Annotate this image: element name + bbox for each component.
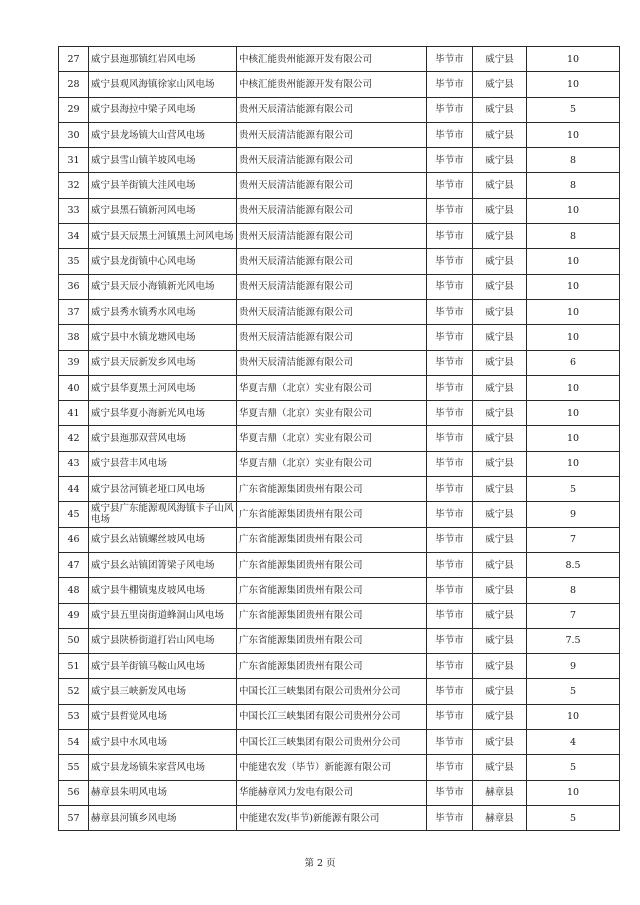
city-name: 毕节市	[427, 603, 473, 628]
row-number: 31	[59, 148, 89, 173]
city-name: 毕节市	[427, 755, 473, 780]
city-name: 毕节市	[427, 299, 473, 324]
row-number: 40	[59, 375, 89, 400]
capacity-value: 4	[527, 730, 620, 755]
company-name: 广东省能源集团贵州有限公司	[237, 527, 427, 552]
city-name: 毕节市	[427, 148, 473, 173]
county-name: 威宁县	[473, 375, 527, 400]
project-name: 威宁县五里岗街道蜂洞山风电场	[89, 603, 237, 628]
company-name: 中国长江三峡集团有限公司贵州分公司	[237, 704, 427, 729]
table-row	[59, 375, 620, 400]
city-name: 毕节市	[427, 72, 473, 97]
row-number: 38	[59, 325, 89, 350]
row-number: 30	[59, 122, 89, 147]
table-row	[59, 628, 620, 653]
city-name: 毕节市	[427, 325, 473, 350]
project-name: 威宁县迤那双营风电场	[89, 426, 237, 451]
row-number: 36	[59, 274, 89, 299]
table-row	[59, 325, 620, 350]
table-row	[59, 72, 620, 97]
table-row	[59, 527, 620, 552]
table-row	[59, 401, 620, 426]
company-name: 广东省能源集团贵州有限公司	[237, 628, 427, 653]
capacity-value: 10	[527, 122, 620, 147]
project-name: 威宁县雪山镇羊坡风电场	[89, 148, 237, 173]
project-name: 威宁县岔河镇老垭口风电场	[89, 477, 237, 502]
county-name: 威宁县	[473, 122, 527, 147]
capacity-value: 8	[527, 173, 620, 198]
table-row	[59, 274, 620, 299]
row-number: 35	[59, 249, 89, 274]
capacity-value: 10	[527, 274, 620, 299]
table-row	[59, 173, 620, 198]
project-name: 威宁县幺站镇螺丝坡风电场	[89, 527, 237, 552]
company-name: 广东省能源集团贵州有限公司	[237, 654, 427, 679]
project-name: 赫章县朱明风电场	[89, 780, 237, 805]
capacity-value: 10	[527, 249, 620, 274]
capacity-value: 10	[527, 47, 620, 72]
city-name: 毕节市	[427, 350, 473, 375]
company-name: 广东省能源集团贵州有限公司	[237, 477, 427, 502]
capacity-value: 6	[527, 350, 620, 375]
capacity-value: 8.5	[527, 552, 620, 577]
row-number: 34	[59, 224, 89, 249]
company-name: 广东省能源集团贵州有限公司	[237, 578, 427, 603]
company-name: 华夏吉鼎（北京）实业有限公司	[237, 401, 427, 426]
table-row	[59, 249, 620, 274]
capacity-value: 7	[527, 527, 620, 552]
project-name: 威宁县幺站镇团箐梁子风电场	[89, 552, 237, 577]
project-name: 威宁县哲觉风电场	[89, 704, 237, 729]
row-number: 55	[59, 755, 89, 780]
row-number: 37	[59, 299, 89, 324]
capacity-value: 10	[527, 401, 620, 426]
row-number: 28	[59, 72, 89, 97]
table-row	[59, 780, 620, 805]
capacity-value: 10	[527, 780, 620, 805]
county-name: 威宁县	[473, 603, 527, 628]
table-row	[59, 148, 620, 173]
table-row	[59, 47, 620, 72]
row-number: 45	[59, 502, 89, 527]
county-name: 威宁县	[473, 72, 527, 97]
project-name: 威宁县羊街镇大洼风电场	[89, 173, 237, 198]
row-number: 56	[59, 780, 89, 805]
city-name: 毕节市	[427, 173, 473, 198]
project-name: 威宁县中水风电场	[89, 730, 237, 755]
county-name: 威宁县	[473, 477, 527, 502]
company-name: 中能建农发（毕节）新能源有限公司	[237, 755, 427, 780]
project-name: 威宁县观风海镇徐家山风电场	[89, 72, 237, 97]
company-name: 贵州天辰清洁能源有限公司	[237, 173, 427, 198]
capacity-value: 10	[527, 72, 620, 97]
county-name: 威宁县	[473, 578, 527, 603]
county-name: 威宁县	[473, 274, 527, 299]
city-name: 毕节市	[427, 224, 473, 249]
capacity-value: 10	[527, 299, 620, 324]
project-name: 威宁县天辰小海镇新光风电场	[89, 274, 237, 299]
company-name: 中核汇能贵州能源开发有限公司	[237, 47, 427, 72]
county-name: 赫章县	[473, 805, 527, 830]
city-name: 毕节市	[427, 47, 473, 72]
table-body	[59, 47, 620, 831]
city-name: 毕节市	[427, 97, 473, 122]
capacity-value: 5	[527, 477, 620, 502]
capacity-value: 5	[527, 805, 620, 830]
row-number: 51	[59, 654, 89, 679]
table-row	[59, 704, 620, 729]
city-name: 毕节市	[427, 502, 473, 527]
row-number: 41	[59, 401, 89, 426]
company-name: 华能赫章风力发电有限公司	[237, 780, 427, 805]
county-name: 威宁县	[473, 198, 527, 223]
capacity-value: 10	[527, 426, 620, 451]
table-row	[59, 451, 620, 476]
project-name: 赫章县河镇乡风电场	[89, 805, 237, 830]
project-name: 威宁县龙场镇朱家营风电场	[89, 755, 237, 780]
city-name: 毕节市	[427, 249, 473, 274]
company-name: 广东省能源集团贵州有限公司	[237, 603, 427, 628]
project-name: 威宁县牛棚镇鬼皮坡风电场	[89, 578, 237, 603]
capacity-value: 10	[527, 451, 620, 476]
county-name: 威宁县	[473, 401, 527, 426]
row-number: 47	[59, 552, 89, 577]
row-number: 29	[59, 97, 89, 122]
company-name: 贵州天辰清洁能源有限公司	[237, 97, 427, 122]
county-name: 威宁县	[473, 527, 527, 552]
row-number: 46	[59, 527, 89, 552]
county-name: 威宁县	[473, 755, 527, 780]
page-footer: 第 2 页	[304, 858, 336, 869]
row-number: 44	[59, 477, 89, 502]
project-name: 威宁县迤那镇红岩风电场	[89, 47, 237, 72]
table-row	[59, 654, 620, 679]
city-name: 毕节市	[427, 679, 473, 704]
row-number: 33	[59, 198, 89, 223]
capacity-value: 10	[527, 325, 620, 350]
city-name: 毕节市	[427, 274, 473, 299]
capacity-value: 10	[527, 375, 620, 400]
table-row	[59, 603, 620, 628]
county-name: 威宁县	[473, 704, 527, 729]
city-name: 毕节市	[427, 122, 473, 147]
city-name: 毕节市	[427, 628, 473, 653]
project-name: 威宁县龙场镇大山营风电场	[89, 122, 237, 147]
county-name: 威宁县	[473, 47, 527, 72]
city-name: 毕节市	[427, 578, 473, 603]
table-row	[59, 679, 620, 704]
project-name: 威宁县中水镇龙塘风电场	[89, 325, 237, 350]
company-name: 贵州天辰清洁能源有限公司	[237, 350, 427, 375]
table-row	[59, 350, 620, 375]
table-row	[59, 502, 620, 527]
project-table	[58, 46, 620, 831]
county-name: 威宁县	[473, 679, 527, 704]
company-name: 广东省能源集团贵州有限公司	[237, 502, 427, 527]
row-number: 52	[59, 679, 89, 704]
capacity-value: 10	[527, 704, 620, 729]
county-name: 威宁县	[473, 299, 527, 324]
company-name: 贵州天辰清洁能源有限公司	[237, 198, 427, 223]
county-name: 威宁县	[473, 426, 527, 451]
capacity-value: 9	[527, 654, 620, 679]
table-row	[59, 97, 620, 122]
capacity-value: 8	[527, 148, 620, 173]
company-name: 中国长江三峡集团有限公司贵州分公司	[237, 730, 427, 755]
county-name: 威宁县	[473, 173, 527, 198]
table-row	[59, 426, 620, 451]
county-name: 威宁县	[473, 249, 527, 274]
table-row	[59, 578, 620, 603]
company-name: 贵州天辰清洁能源有限公司	[237, 274, 427, 299]
row-number: 42	[59, 426, 89, 451]
county-name: 威宁县	[473, 148, 527, 173]
company-name: 华夏吉鼎（北京）实业有限公司	[237, 426, 427, 451]
project-name: 威宁县广东能源观风海镇卡子山风电场	[89, 502, 237, 527]
capacity-value: 8	[527, 578, 620, 603]
county-name: 威宁县	[473, 224, 527, 249]
county-name: 威宁县	[473, 502, 527, 527]
table-row	[59, 730, 620, 755]
row-number: 53	[59, 704, 89, 729]
company-name: 中国长江三峡集团有限公司贵州分公司	[237, 679, 427, 704]
company-name: 贵州天辰清洁能源有限公司	[237, 299, 427, 324]
table-row	[59, 805, 620, 830]
county-name: 威宁县	[473, 451, 527, 476]
row-number: 57	[59, 805, 89, 830]
project-name: 威宁县华夏黑土河风电场	[89, 375, 237, 400]
city-name: 毕节市	[427, 704, 473, 729]
county-name: 威宁县	[473, 350, 527, 375]
city-name: 毕节市	[427, 527, 473, 552]
row-number: 49	[59, 603, 89, 628]
row-number: 43	[59, 451, 89, 476]
row-number: 32	[59, 173, 89, 198]
table-row	[59, 299, 620, 324]
table-row	[59, 198, 620, 223]
table-row	[59, 122, 620, 147]
company-name: 华夏吉鼎（北京）实业有限公司	[237, 451, 427, 476]
project-name: 威宁县秀水镇秀水风电场	[89, 299, 237, 324]
company-name: 广东省能源集团贵州有限公司	[237, 552, 427, 577]
company-name: 贵州天辰清洁能源有限公司	[237, 224, 427, 249]
project-name: 威宁县三峡新发风电场	[89, 679, 237, 704]
company-name: 中核汇能贵州能源开发有限公司	[237, 72, 427, 97]
table-row	[59, 755, 620, 780]
company-name: 中能建农发(毕节)新能源有限公司	[237, 805, 427, 830]
capacity-value: 5	[527, 755, 620, 780]
project-name: 威宁县羊街镇马鞍山风电场	[89, 654, 237, 679]
city-name: 毕节市	[427, 654, 473, 679]
county-name: 威宁县	[473, 97, 527, 122]
capacity-value: 10	[527, 198, 620, 223]
row-number: 50	[59, 628, 89, 653]
company-name: 贵州天辰清洁能源有限公司	[237, 325, 427, 350]
county-name: 威宁县	[473, 730, 527, 755]
project-name: 威宁县海拉中梁子风电场	[89, 97, 237, 122]
city-name: 毕节市	[427, 375, 473, 400]
row-number: 54	[59, 730, 89, 755]
county-name: 赫章县	[473, 780, 527, 805]
project-name: 威宁县营丰风电场	[89, 451, 237, 476]
row-number: 27	[59, 47, 89, 72]
row-number: 39	[59, 350, 89, 375]
city-name: 毕节市	[427, 426, 473, 451]
capacity-value: 5	[527, 97, 620, 122]
county-name: 威宁县	[473, 325, 527, 350]
company-name: 贵州天辰清洁能源有限公司	[237, 148, 427, 173]
row-number: 48	[59, 578, 89, 603]
capacity-value: 5	[527, 679, 620, 704]
project-name: 威宁县天辰新发乡风电场	[89, 350, 237, 375]
company-name: 贵州天辰清洁能源有限公司	[237, 122, 427, 147]
city-name: 毕节市	[427, 401, 473, 426]
capacity-value: 7	[527, 603, 620, 628]
project-name: 威宁县黑石镇新河风电场	[89, 198, 237, 223]
county-name: 威宁县	[473, 654, 527, 679]
city-name: 毕节市	[427, 198, 473, 223]
capacity-value: 9	[527, 502, 620, 527]
project-name: 威宁县陕桥街道打岩山风电场	[89, 628, 237, 653]
capacity-value: 7.5	[527, 628, 620, 653]
city-name: 毕节市	[427, 730, 473, 755]
project-name: 威宁县华夏小海新光风电场	[89, 401, 237, 426]
city-name: 毕节市	[427, 780, 473, 805]
project-name: 威宁县天辰黑土河镇黑土河风电场	[89, 224, 237, 249]
table-row	[59, 477, 620, 502]
city-name: 毕节市	[427, 552, 473, 577]
county-name: 威宁县	[473, 552, 527, 577]
project-name: 威宁县龙街镇中心风电场	[89, 249, 237, 274]
company-name: 华夏吉鼎（北京）实业有限公司	[237, 375, 427, 400]
city-name: 毕节市	[427, 451, 473, 476]
city-name: 毕节市	[427, 805, 473, 830]
table-row	[59, 224, 620, 249]
table-row	[59, 552, 620, 577]
county-name: 威宁县	[473, 628, 527, 653]
capacity-value: 8	[527, 224, 620, 249]
company-name: 贵州天辰清洁能源有限公司	[237, 249, 427, 274]
city-name: 毕节市	[427, 477, 473, 502]
